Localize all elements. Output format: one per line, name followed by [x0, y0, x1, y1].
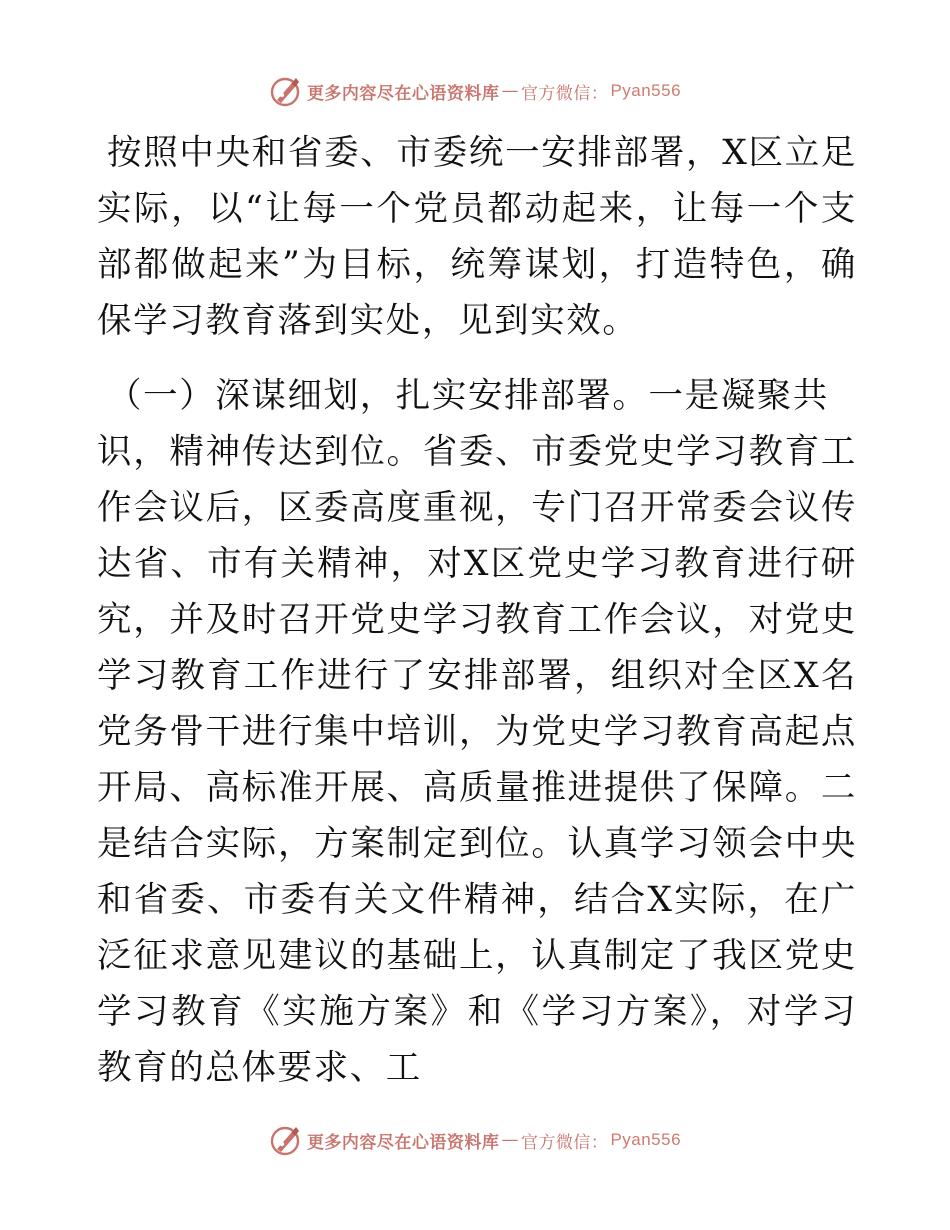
header-site-name: 更多内容尽在心语资料库: [306, 83, 500, 104]
header-watermark: [0, 73, 950, 109]
footer-site-name: 更多内容尽在心语资料库: [306, 1132, 500, 1153]
section-heading-line: （一）深谋细划，扎实安排部署。一是凝聚共: [107, 376, 829, 416]
header-dash: —: [501, 81, 519, 101]
pen-logo-icon: [269, 74, 303, 108]
header-wechat-label: 官方微信：: [520, 83, 609, 104]
footer-wechat-label: 官方微信：: [520, 1132, 609, 1153]
footer-dash: —: [501, 1130, 519, 1150]
footer-watermark: [0, 1122, 950, 1158]
section-body-text: 识，精神传达到位。省委、市委党史学习教育工作会议后，区委高度重视，专门召开常委会议传达省、市有关精神，对X区党史学习教育进行研究，并及时召开党史学习教育工作会议，对党史学习教育工作进行了安排部署，组织对全区X名党务骨干进行集中培训，为党史学习教育高起点开局、高标准开展、高质量推进提供了保障。二是结合实际，方案制定到位。认真学习领会中央和省委、市委有关文件精神，结合X实际，在广泛征求意见建议的基础上，认真制定了我区党史学习教育《实施方案》和《学习方案》，对学习教育的总体要求、工: [97, 432, 857, 1088]
pen-logo-icon: [269, 1123, 303, 1157]
header-wechat-id: Pyan556: [610, 81, 682, 100]
footer-wechat-id: Pyan556: [610, 1130, 682, 1149]
paragraph-intro: 按照中央和省委、市委统一安排部署，X区立足实际，以“让每一个党员都动起来，让每一个支部都做起来”为目标，统筹谋划，打造特色，确保学习教育落到实处，见到实效。: [97, 133, 857, 341]
paragraph-section-1: [97, 368, 857, 1096]
